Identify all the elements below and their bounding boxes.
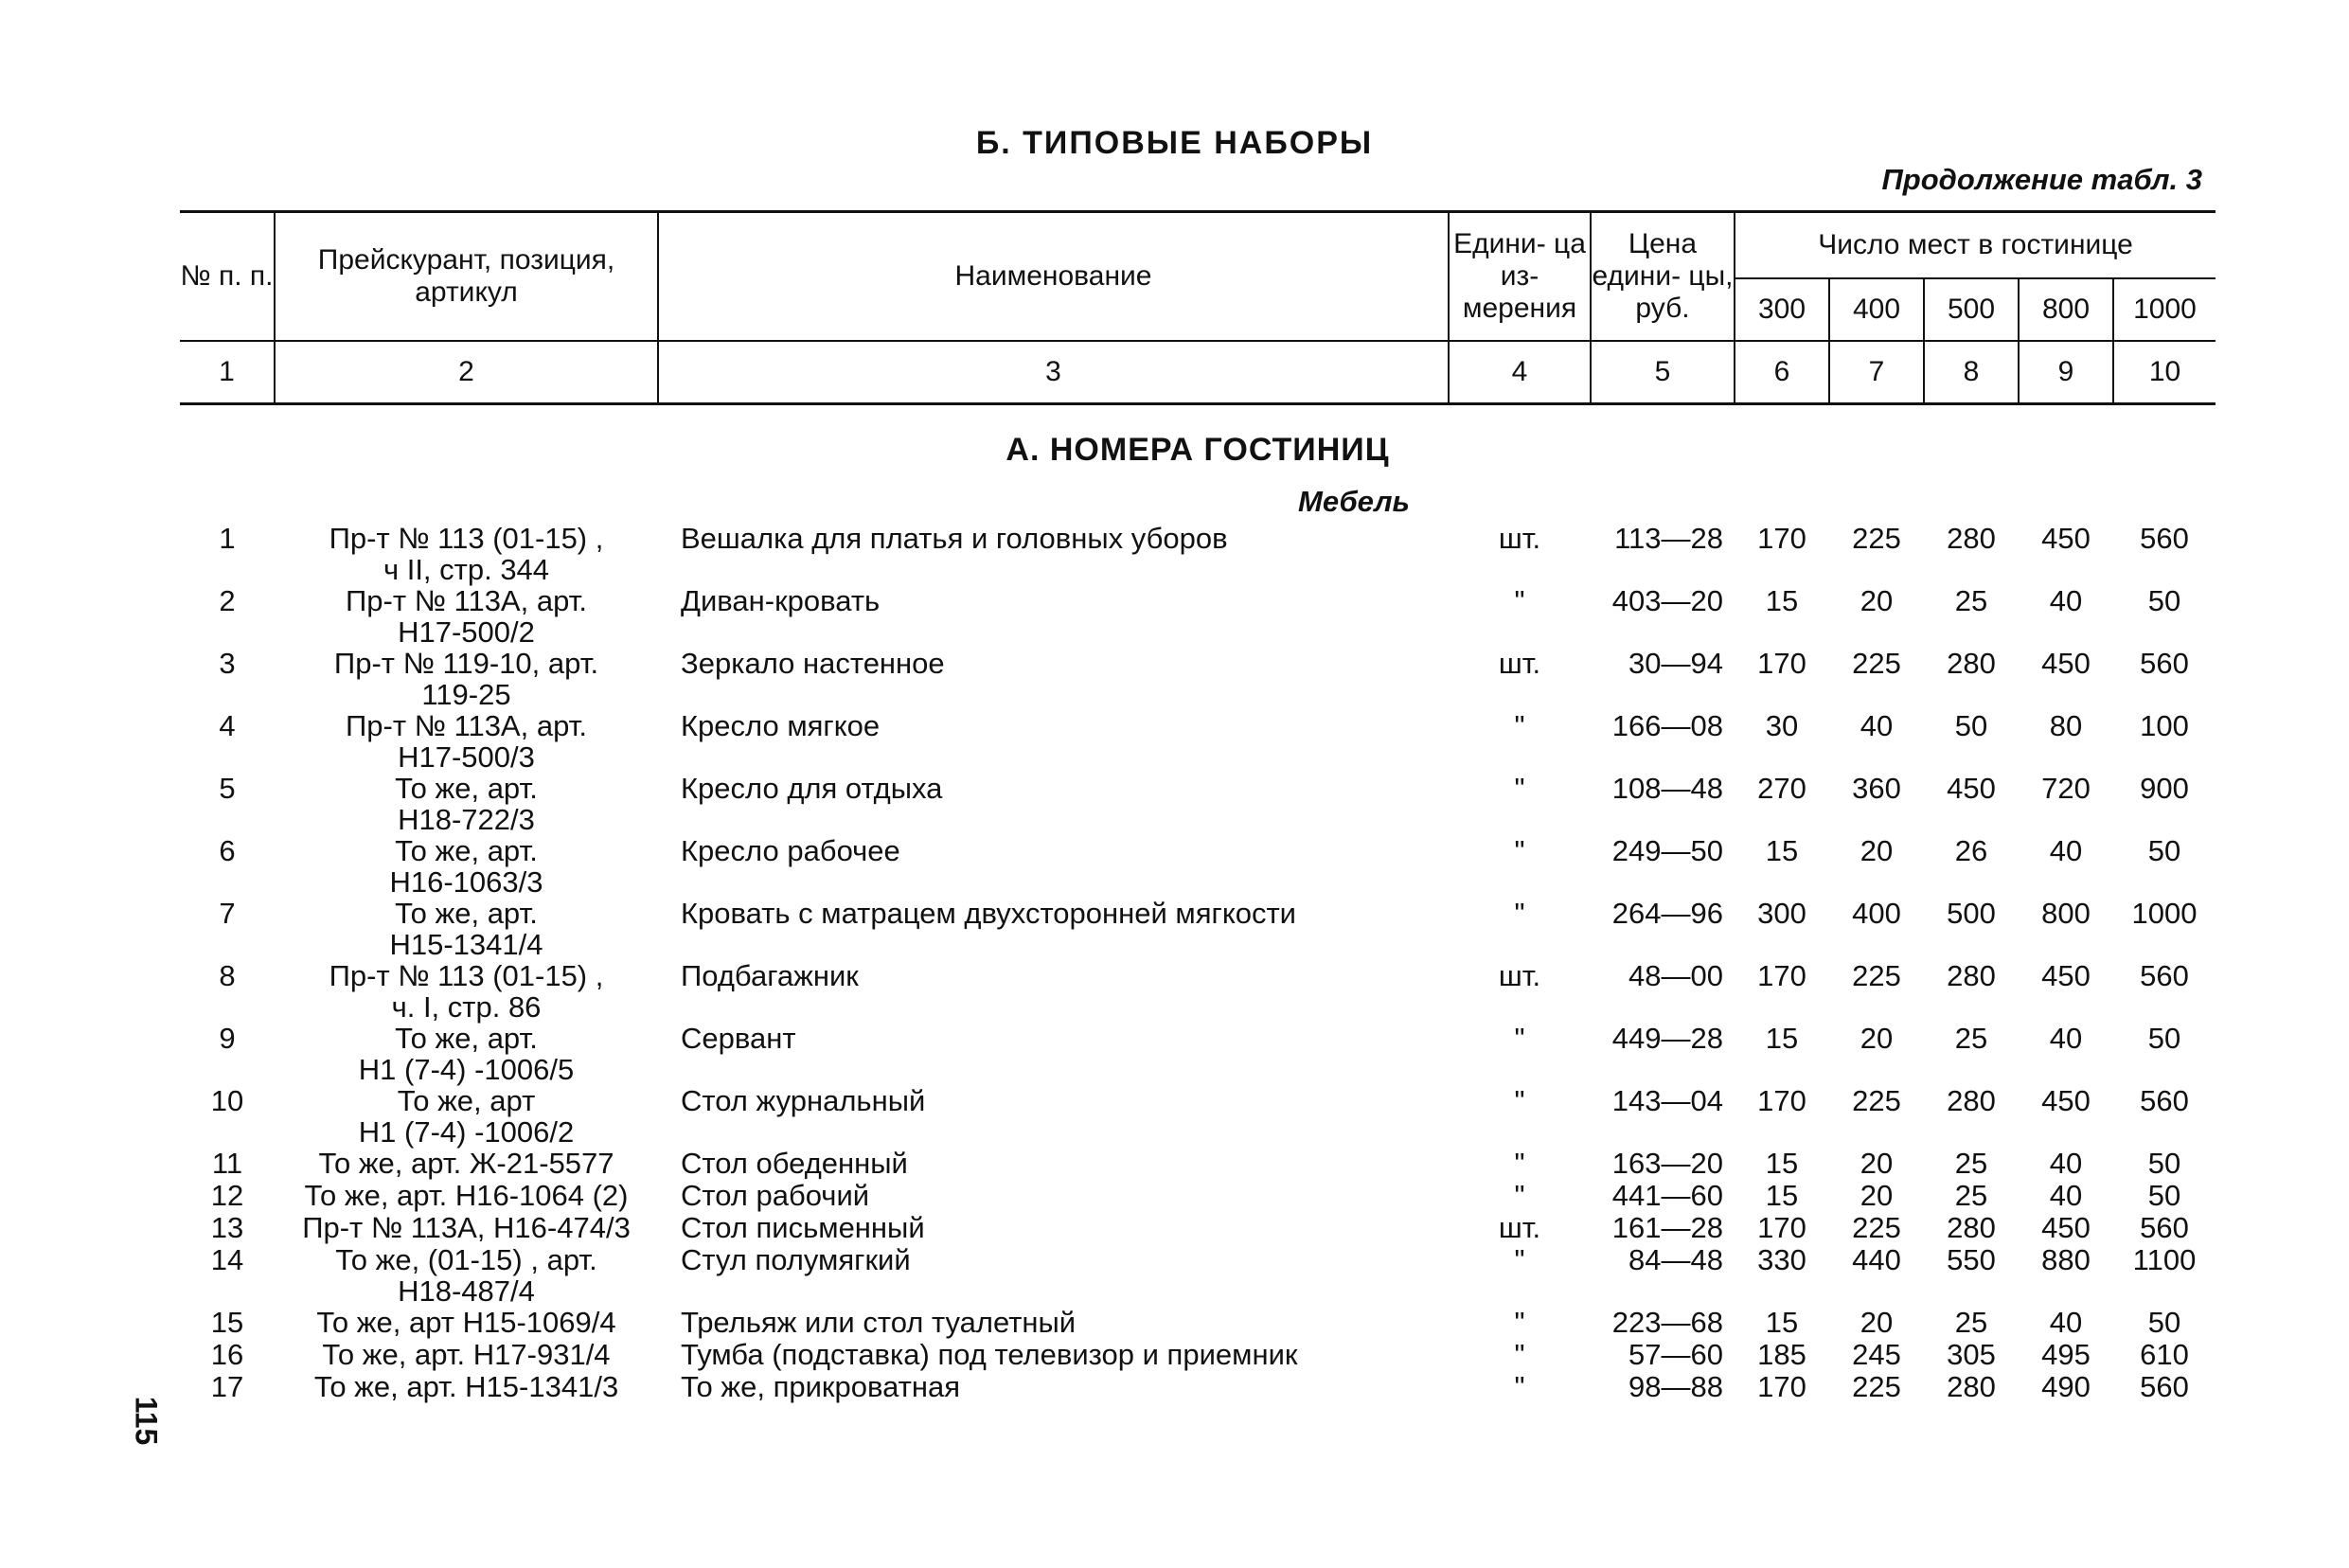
row-quantity: 50 <box>2147 1179 2181 1212</box>
row-quantity: 330 <box>1757 1243 1806 1276</box>
row-article <box>275 1244 658 1307</box>
article-line: То же, (01-15) , арт. <box>335 1243 597 1276</box>
article-line: Пр-т № 119-10, арт. <box>333 647 599 680</box>
row-unit: " <box>1514 1338 1525 1371</box>
row-quantity: 30 <box>1765 709 1799 742</box>
row-number: 5 <box>219 772 236 805</box>
row-quantity: 50 <box>2147 834 2181 867</box>
article-line: То же, арт. Н16-1064 (2) <box>304 1179 629 1212</box>
row-quantity: 40 <box>2049 584 2083 617</box>
row-article <box>275 960 658 1023</box>
row-number: 10 <box>210 1084 244 1117</box>
row-price: 143—04 <box>1611 1084 1723 1117</box>
table-row <box>180 960 2216 1023</box>
row-quantity: 25 <box>1954 1022 1988 1055</box>
row-quantity: 225 <box>1852 522 1901 555</box>
row-quantity: 25 <box>1954 1179 1988 1212</box>
table-row <box>180 835 2216 898</box>
row-quantity: 20 <box>1860 834 1894 867</box>
header-capacity: 800 <box>2019 278 2113 341</box>
row-number: 12 <box>210 1179 244 1212</box>
article-line: То же, арт. <box>395 897 538 930</box>
row-quantity: 50 <box>2147 1022 2181 1055</box>
row-price: 403—20 <box>1611 584 1723 617</box>
table-row <box>180 648 2216 710</box>
row-unit: шт. <box>1498 959 1541 992</box>
row-quantity: 1100 <box>2132 1243 2197 1276</box>
row-quantity: 400 <box>1852 897 1901 930</box>
row-article <box>275 835 658 898</box>
row-quantity: 15 <box>1765 834 1799 867</box>
row-unit: " <box>1514 1179 1525 1212</box>
row-number: 3 <box>219 647 236 680</box>
row-unit: " <box>1514 1370 1525 1403</box>
row-quantity: 450 <box>2041 1084 2091 1117</box>
row-quantity: 40 <box>2049 1022 2083 1055</box>
row-price: 441—60 <box>1611 1179 1723 1212</box>
row-name: Стол обеденный <box>681 1147 908 1180</box>
row-quantity: 560 <box>2140 1211 2189 1244</box>
row-article <box>275 773 658 835</box>
row-quantity: 280 <box>1947 1370 1996 1403</box>
row-quantity: 50 <box>2147 1147 2181 1180</box>
row-unit: " <box>1514 1306 1525 1339</box>
table-row <box>180 523 2216 585</box>
row-price: 223—68 <box>1611 1306 1723 1339</box>
column-number: 4 <box>1449 341 1591 404</box>
row-number: 14 <box>210 1243 244 1276</box>
row-article <box>275 1085 658 1148</box>
row-quantity: 560 <box>2140 522 2189 555</box>
row-article <box>275 710 658 773</box>
article-line: Пр-т № 113А, Н16-474/3 <box>302 1211 631 1244</box>
row-quantity: 495 <box>2041 1338 2091 1371</box>
section-heading: А. НОМЕРА ГОСТИНИЦ <box>1005 432 1390 468</box>
row-quantity: 450 <box>2041 522 2091 555</box>
row-name: Стол письменный <box>681 1211 925 1244</box>
header-capacity: 1000 <box>2113 278 2216 341</box>
row-price: 48—00 <box>1628 959 1723 992</box>
row-quantity: 20 <box>1860 1179 1894 1212</box>
row-quantity: 170 <box>1757 1370 1806 1403</box>
table-row <box>180 1148 2216 1180</box>
article-line: ч II, стр. 344 <box>383 553 550 586</box>
row-quantity: 300 <box>1757 897 1806 930</box>
row-quantity: 880 <box>2041 1243 2091 1276</box>
row-quantity: 100 <box>2140 709 2189 742</box>
row-quantity: 450 <box>1947 772 1996 805</box>
row-quantity: 50 <box>2147 584 2181 617</box>
row-name: Кровать с матрацем двухсторонней мягкости <box>681 897 1297 930</box>
row-quantity: 560 <box>2140 959 2189 992</box>
table-row <box>180 1339 2216 1371</box>
row-name: Стол журнальный <box>681 1084 926 1117</box>
article-line: То же, арт. <box>395 1022 538 1055</box>
row-unit: " <box>1514 1022 1525 1055</box>
header-capacity: 500 <box>1924 278 2019 341</box>
row-name: Трельяж или стол туалетный <box>681 1306 1077 1339</box>
row-number: 2 <box>219 584 236 617</box>
article-line: То же, арт. Н15-1341/3 <box>313 1370 619 1403</box>
article-line: То же, арт. Н17-931/4 <box>322 1338 611 1371</box>
column-number: 3 <box>658 341 1449 404</box>
row-quantity: 225 <box>1852 1370 1901 1403</box>
table-row <box>180 585 2216 648</box>
row-unit: шт. <box>1498 647 1541 680</box>
header-unit: Едини- ца из- мерения <box>1449 212 1591 342</box>
table-row <box>180 1023 2216 1085</box>
row-quantity: 15 <box>1765 1179 1799 1212</box>
row-quantity: 25 <box>1954 584 1988 617</box>
row-quantity: 15 <box>1765 1022 1799 1055</box>
row-name: Сервант <box>681 1022 796 1055</box>
row-number: 6 <box>219 834 236 867</box>
row-quantity: 40 <box>2049 1306 2083 1339</box>
table-header <box>180 212 2216 404</box>
row-name: Кресло мягкое <box>681 709 881 742</box>
row-price: 57—60 <box>1628 1338 1723 1371</box>
row-quantity: 720 <box>2041 772 2091 805</box>
article-line: Н17-500/2 <box>398 615 535 649</box>
row-name: Кресло для отдыха <box>681 772 943 805</box>
article-line: 119-25 <box>421 678 511 711</box>
table-row <box>180 1180 2216 1212</box>
row-quantity: 360 <box>1852 772 1901 805</box>
row-quantity: 550 <box>1947 1243 1996 1276</box>
row-unit: " <box>1514 772 1525 805</box>
row-number: 16 <box>210 1338 244 1371</box>
row-unit: шт. <box>1498 1211 1541 1244</box>
row-quantity: 225 <box>1852 647 1901 680</box>
row-article <box>275 898 658 960</box>
column-number: 5 <box>1591 341 1735 404</box>
row-name: Зеркало настенное <box>681 647 945 680</box>
header-capacity: 400 <box>1829 278 1924 341</box>
row-quantity: 20 <box>1860 584 1894 617</box>
row-quantity: 170 <box>1757 959 1806 992</box>
row-price: 264—96 <box>1611 897 1723 930</box>
row-quantity: 800 <box>2041 897 2091 930</box>
page-number: 115 <box>129 1396 164 1446</box>
row-quantity: 185 <box>1757 1338 1806 1371</box>
column-number: 7 <box>1829 341 1924 404</box>
row-quantity: 280 <box>1947 959 1996 992</box>
furniture-table <box>180 210 2216 1403</box>
row-quantity: 25 <box>1954 1147 1988 1180</box>
table-row <box>180 898 2216 960</box>
row-quantity: 15 <box>1765 1306 1799 1339</box>
row-quantity: 170 <box>1757 522 1806 555</box>
article-line: Пр-т № 113 (01-15) , <box>329 522 604 555</box>
row-article <box>275 648 658 710</box>
row-article <box>275 1339 658 1371</box>
row-number: 9 <box>219 1022 236 1055</box>
header-name: Наименование <box>658 212 1449 342</box>
row-price: 98—88 <box>1628 1370 1723 1403</box>
row-article <box>275 1148 658 1180</box>
row-quantity: 900 <box>2140 772 2189 805</box>
row-number: 8 <box>219 959 236 992</box>
column-number: 1 <box>180 341 275 404</box>
row-article <box>275 1371 658 1403</box>
row-quantity: 560 <box>2140 1084 2189 1117</box>
article-line: Н1 (7-4) -1006/5 <box>358 1053 575 1086</box>
row-unit: " <box>1514 834 1525 867</box>
table-row <box>180 1307 2216 1339</box>
row-quantity: 270 <box>1757 772 1806 805</box>
row-article <box>275 585 658 648</box>
column-number: 10 <box>2113 341 2216 404</box>
header-num: № п. п. <box>180 212 275 342</box>
row-quantity: 225 <box>1852 1211 1901 1244</box>
article-line: То же, арт Н15-1069/4 <box>316 1306 616 1339</box>
row-quantity: 490 <box>2041 1370 2091 1403</box>
row-number: 15 <box>210 1306 244 1339</box>
row-name: Кресло рабочее <box>681 834 900 867</box>
row-name: Тумба (подставка) под телевизор и приемник <box>681 1338 1298 1371</box>
row-unit: " <box>1514 1147 1525 1180</box>
row-unit: шт. <box>1498 522 1541 555</box>
row-unit: " <box>1514 1243 1525 1276</box>
row-number: 7 <box>219 897 236 930</box>
article-line: Н18-487/4 <box>398 1274 535 1308</box>
row-article <box>275 1212 658 1244</box>
row-quantity: 40 <box>2049 834 2083 867</box>
row-quantity: 50 <box>1954 709 1988 742</box>
column-number: 6 <box>1735 341 1829 404</box>
row-quantity: 245 <box>1852 1338 1901 1371</box>
row-price: 163—20 <box>1611 1147 1723 1180</box>
article-line: Н1 (7-4) -1006/2 <box>358 1115 575 1149</box>
row-unit: " <box>1514 1084 1525 1117</box>
header-pricelist: Прейскурант, позиция, артикул <box>275 212 658 342</box>
row-quantity: 40 <box>2049 1179 2083 1212</box>
row-quantity: 26 <box>1954 834 1988 867</box>
row-price: 113—28 <box>1614 522 1723 555</box>
row-number: 4 <box>219 709 236 742</box>
row-number: 1 <box>219 522 236 555</box>
header-price: Цена едини- цы, руб. <box>1591 212 1735 342</box>
row-number: 11 <box>211 1147 243 1180</box>
row-name: Диван-кровать <box>681 584 881 617</box>
table-row <box>180 710 2216 773</box>
column-number: 9 <box>2019 341 2113 404</box>
row-quantity: 280 <box>1947 1084 1996 1117</box>
row-quantity: 225 <box>1852 959 1901 992</box>
row-quantity: 40 <box>1860 709 1894 742</box>
row-quantity: 40 <box>2049 1147 2083 1180</box>
row-quantity: 500 <box>1947 897 1996 930</box>
row-quantity: 20 <box>1860 1306 1894 1339</box>
row-price: 161—28 <box>1611 1211 1723 1244</box>
row-quantity: 560 <box>2140 1370 2189 1403</box>
row-price: 30—94 <box>1628 647 1723 680</box>
row-name: Вешалка для платья и головных уборов <box>681 522 1228 555</box>
row-quantity: 610 <box>2140 1338 2189 1371</box>
row-price: 249—50 <box>1611 834 1723 867</box>
row-quantity: 280 <box>1947 522 1996 555</box>
column-number: 8 <box>1924 341 2019 404</box>
header-capacity: 300 <box>1735 278 1829 341</box>
row-quantity: 225 <box>1852 1084 1901 1117</box>
row-quantity: 280 <box>1947 1211 1996 1244</box>
row-quantity: 170 <box>1757 647 1806 680</box>
row-number: 13 <box>210 1211 244 1244</box>
article-line: То же, арт. <box>395 772 538 805</box>
row-quantity: 50 <box>2147 1306 2181 1339</box>
row-quantity: 15 <box>1765 584 1799 617</box>
table-body <box>180 404 2216 1404</box>
row-name: Стол рабочий <box>681 1179 870 1212</box>
article-line: Н18-722/3 <box>398 803 535 836</box>
article-line: Пр-т № 113А, арт. <box>345 709 588 742</box>
article-line: Пр-т № 113 (01-15) , <box>329 959 604 992</box>
row-quantity: 170 <box>1757 1084 1806 1117</box>
row-number: 17 <box>210 1370 244 1403</box>
column-number: 2 <box>275 341 658 404</box>
article-line: Н17-500/3 <box>398 740 535 774</box>
row-unit: " <box>1514 709 1525 742</box>
row-unit: " <box>1514 584 1525 617</box>
row-name: Стул полумягкий <box>681 1243 911 1276</box>
article-line: То же, арт. Ж-21-5577 <box>318 1147 614 1180</box>
row-quantity: 20 <box>1860 1022 1894 1055</box>
article-line: То же, арт. <box>395 834 538 867</box>
row-name: То же, прикроватная <box>681 1370 960 1403</box>
row-quantity: 450 <box>2041 647 2091 680</box>
row-quantity: 450 <box>2041 959 2091 992</box>
table-row <box>180 773 2216 835</box>
article-line: Н16-1063/3 <box>389 865 543 899</box>
header-places: Число мест в гостинице <box>1735 212 2216 279</box>
article-line: Пр-т № 113А, арт. <box>345 584 588 617</box>
row-price: 108—48 <box>1611 772 1723 805</box>
row-quantity: 560 <box>2140 647 2189 680</box>
row-article <box>275 1180 658 1212</box>
row-quantity: 25 <box>1954 1306 1988 1339</box>
article-line: То же, арт <box>397 1084 536 1117</box>
row-price: 166—08 <box>1611 709 1723 742</box>
article-line: Н15-1341/4 <box>389 928 543 961</box>
subsection-heading: Мебель <box>1298 485 1410 518</box>
row-quantity: 15 <box>1765 1147 1799 1180</box>
row-quantity: 440 <box>1852 1243 1901 1276</box>
row-quantity: 80 <box>2049 709 2083 742</box>
row-article <box>275 523 658 585</box>
article-line: ч. I, стр. 86 <box>391 990 542 1024</box>
row-unit: " <box>1514 897 1525 930</box>
row-quantity: 280 <box>1947 647 1996 680</box>
row-price: 84—48 <box>1628 1243 1723 1276</box>
row-quantity: 305 <box>1947 1338 1996 1371</box>
row-quantity: 450 <box>2041 1211 2091 1244</box>
row-article <box>275 1307 658 1339</box>
row-quantity: 1000 <box>2131 897 2198 930</box>
page-title: Б. ТИПОВЫЕ НАБОРЫ <box>975 125 1374 161</box>
row-name: Подбагажник <box>681 959 859 992</box>
continuation-note: Продолжение табл. 3 <box>1881 163 2202 196</box>
row-quantity: 20 <box>1860 1147 1894 1180</box>
table-row <box>180 1244 2216 1307</box>
row-article <box>275 1023 658 1085</box>
row-price: 449—28 <box>1611 1022 1723 1055</box>
table-row <box>180 1212 2216 1244</box>
table-row <box>180 1371 2216 1403</box>
row-quantity: 170 <box>1757 1211 1806 1244</box>
table-row <box>180 1085 2216 1148</box>
